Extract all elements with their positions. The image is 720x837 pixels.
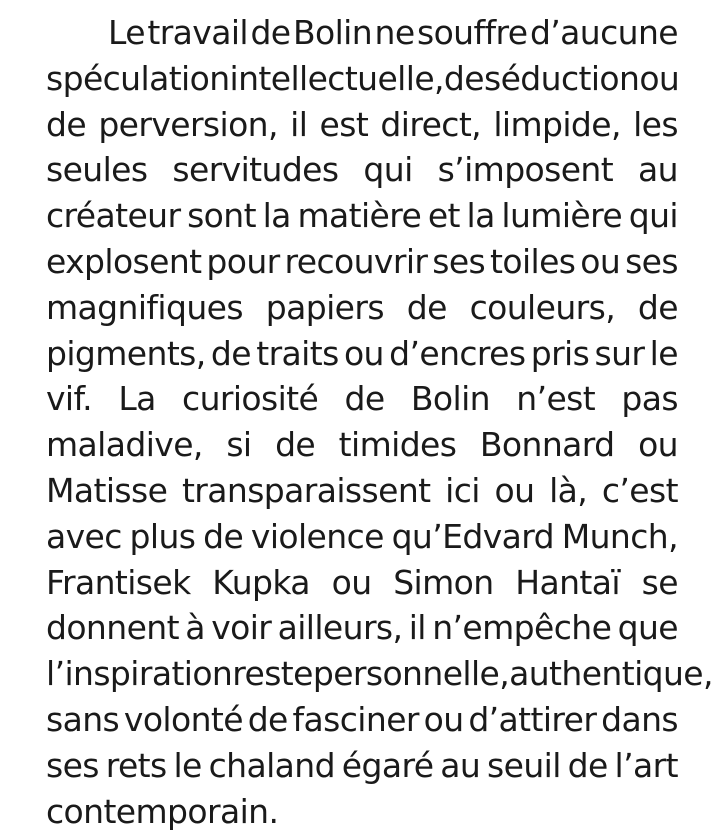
word: contemporain. [46, 791, 279, 831]
word: égaré [341, 745, 434, 785]
paragraph-line [46, 56, 678, 102]
word: spéculation [46, 58, 230, 98]
paragraph-line [46, 697, 678, 743]
word: pas [621, 379, 678, 419]
word: authentique, [509, 654, 713, 694]
word: au [638, 150, 678, 190]
word: que [617, 608, 678, 648]
word: intellectuelle, [229, 58, 444, 98]
word: Matisse [46, 470, 168, 510]
word: se [641, 562, 678, 602]
word: sur [594, 333, 645, 373]
word: perversion, [98, 104, 278, 144]
paragraph-line [46, 651, 713, 697]
word: traits [256, 333, 339, 373]
word: n’empêche [432, 608, 612, 648]
word: créateur [46, 196, 181, 236]
word: timides [338, 425, 457, 465]
word: est [319, 104, 369, 144]
word: ou [580, 241, 621, 281]
word: seules [46, 150, 148, 190]
word: de [443, 58, 484, 98]
word: ses [432, 241, 486, 281]
paragraph-line [46, 560, 678, 606]
word: Bonnard [479, 425, 615, 465]
word: lumière [501, 196, 623, 236]
word: de [46, 104, 87, 144]
word: il [290, 104, 308, 144]
paragraph-line [46, 789, 678, 835]
word: il [408, 608, 426, 648]
body-paragraph [46, 10, 713, 834]
word: personnelle, [312, 654, 510, 694]
word: de [247, 699, 288, 739]
word: le [649, 333, 678, 373]
word: curiosité [182, 379, 319, 419]
word: sans [46, 699, 120, 739]
word: explosent [46, 241, 202, 281]
word: matière [297, 196, 422, 236]
word: direct, [380, 104, 482, 144]
word: couleurs, [469, 287, 616, 327]
word: c’est [601, 470, 678, 510]
paragraph-line [46, 743, 678, 789]
word: transparaissent [181, 470, 431, 510]
word: l’art [614, 745, 678, 785]
word: Le [108, 13, 145, 52]
word: de [275, 425, 316, 465]
word: pigments, [46, 333, 206, 373]
word: voir [211, 608, 272, 648]
word: ou [639, 58, 680, 98]
word: violence [250, 516, 384, 556]
paragraph-line [46, 514, 678, 560]
word: à [185, 608, 205, 648]
word: plus [129, 516, 196, 556]
word: vif. [46, 379, 93, 419]
paragraph-line [46, 376, 678, 422]
paragraph-line [46, 422, 678, 468]
word: de [406, 287, 447, 327]
word: Frantisek [46, 562, 191, 602]
word: qui [363, 150, 413, 190]
word: ou [494, 470, 535, 510]
word: s’imposent [437, 150, 614, 190]
paragraph-line [46, 147, 678, 193]
word: maladive, [46, 425, 203, 465]
word: avec [46, 516, 122, 556]
word: limpide, [493, 104, 621, 144]
word: l’inspiration [46, 654, 233, 694]
word: ses [46, 745, 99, 785]
word: souffre [417, 13, 528, 52]
word: La [118, 379, 156, 419]
word: magnifiques [46, 287, 243, 327]
paragraph-line [46, 605, 678, 651]
word: Kupka [212, 562, 310, 602]
word: ses [625, 241, 678, 281]
word: qu’Edvard [391, 516, 554, 556]
word: Simon [393, 562, 494, 602]
paragraph-line [46, 468, 678, 514]
word: travail [147, 13, 248, 52]
word: donnent [46, 608, 179, 648]
word: pris [530, 333, 590, 373]
paragraph-line [46, 331, 678, 377]
word: le [173, 745, 202, 785]
word: la [466, 196, 495, 236]
word: volonté [123, 699, 243, 739]
word: d’encres [389, 333, 526, 373]
word: seuil [487, 745, 561, 785]
word: de [637, 287, 678, 327]
word: chaland [208, 745, 335, 785]
word: d’aucune [529, 13, 678, 52]
paragraph-line [46, 285, 678, 331]
word: fasciner [292, 699, 419, 739]
word: ou [638, 425, 678, 465]
word: ou [343, 333, 384, 373]
word: n’est [516, 379, 596, 419]
word: ailleurs, [277, 608, 403, 648]
word: reste [232, 654, 313, 694]
word: là, [549, 470, 588, 510]
word: dans [601, 699, 678, 739]
word: servitudes [172, 150, 339, 190]
word: la [262, 196, 291, 236]
word: papiers [265, 287, 384, 327]
word: pour [206, 241, 280, 281]
paragraph-line [46, 239, 678, 285]
word: de [250, 13, 291, 52]
word: Hantaï [515, 562, 620, 602]
word: Bolin [410, 379, 490, 419]
word: d’attirer [468, 699, 597, 739]
word: si [226, 425, 252, 465]
word: recouvrir [284, 241, 428, 281]
word: au [440, 745, 481, 785]
word: ne [374, 13, 415, 52]
word: de [567, 745, 608, 785]
word: de [344, 379, 385, 419]
paragraph-line [46, 193, 678, 239]
word: de [210, 333, 251, 373]
word: sont [187, 196, 256, 236]
word: ici [445, 470, 480, 510]
word: rets [105, 745, 167, 785]
word: ou [331, 562, 372, 602]
paragraph-line [46, 10, 678, 56]
word: les [633, 104, 678, 144]
word: séduction [483, 58, 640, 98]
paragraph-line [46, 102, 678, 148]
word: qui [628, 196, 678, 236]
word: toiles [490, 241, 576, 281]
word: ou [423, 699, 464, 739]
word: de [203, 516, 244, 556]
word: Bolin [292, 13, 373, 52]
word: Munch, [561, 516, 678, 556]
word: et [427, 196, 460, 236]
